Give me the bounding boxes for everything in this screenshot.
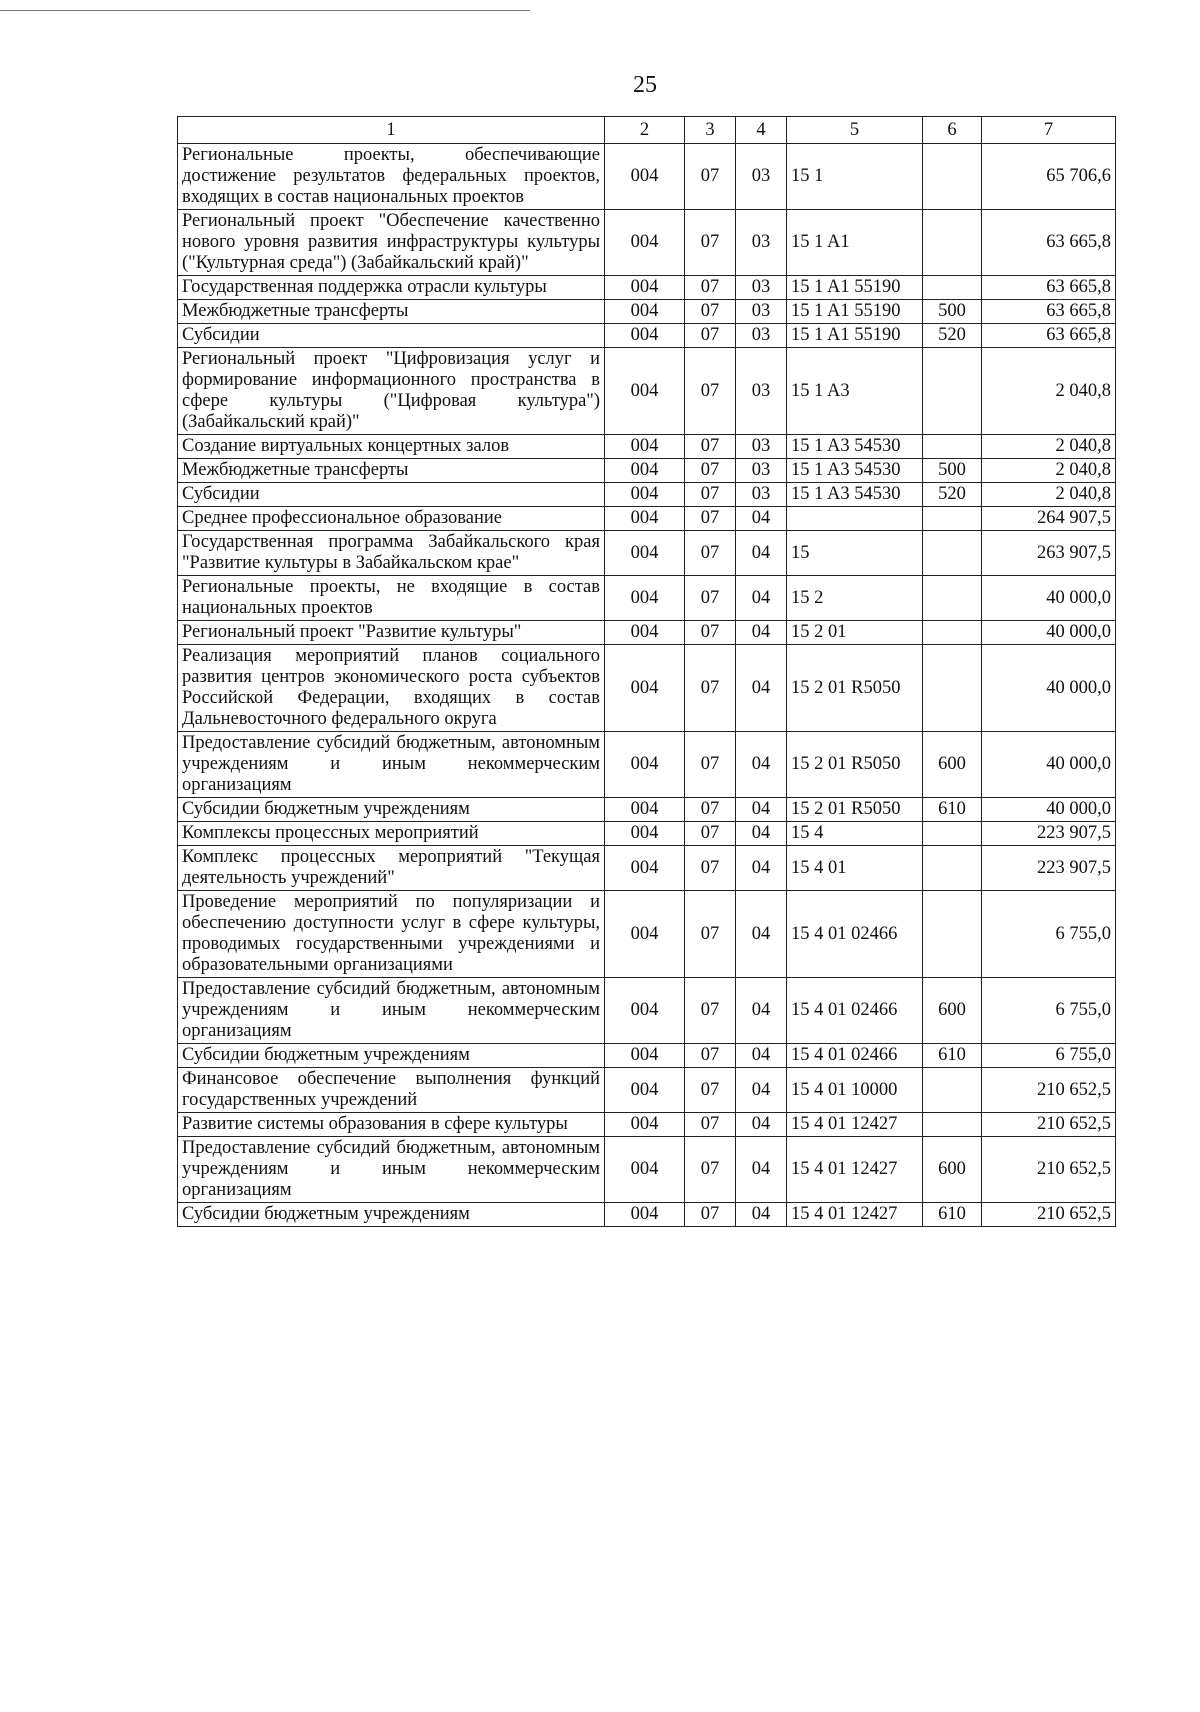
row-section-cell: 07: [685, 1113, 736, 1137]
row-code-cell: 004: [605, 1113, 685, 1137]
row-subsection-cell: 04: [736, 531, 787, 576]
row-target-article-cell: 15 2 01 R5050: [787, 732, 923, 798]
row-code-cell: 004: [605, 435, 685, 459]
column-header: 4: [736, 117, 787, 144]
table-row: [178, 1113, 1116, 1137]
table-row: [178, 846, 1116, 891]
row-code-cell: 004: [605, 144, 685, 210]
row-expense-type-cell: 610: [923, 1203, 982, 1227]
row-code-cell: 004: [605, 1203, 685, 1227]
row-target-article-cell: 15 4 01 12427: [787, 1203, 923, 1227]
row-amount-cell: 2 040,8: [982, 348, 1116, 435]
row-code-cell: 004: [605, 348, 685, 435]
row-code-cell: 004: [605, 1137, 685, 1203]
row-target-article-cell: 15 4 01 10000: [787, 1068, 923, 1113]
row-subsection-cell: 03: [736, 210, 787, 276]
row-expense-type-cell: 600: [923, 978, 982, 1044]
row-subsection-cell: 03: [736, 435, 787, 459]
row-amount-cell: 63 665,8: [982, 324, 1116, 348]
row-name-cell: Среднее профессиональное образование: [178, 507, 605, 531]
row-expense-type-cell: [923, 891, 982, 978]
row-subsection-cell: 04: [736, 621, 787, 645]
row-section-cell: 07: [685, 507, 736, 531]
row-expense-type-cell: 520: [923, 324, 982, 348]
row-subsection-cell: 04: [736, 798, 787, 822]
table-row: [178, 1137, 1116, 1203]
table-row: [178, 324, 1116, 348]
row-expense-type-cell: [923, 621, 982, 645]
row-target-article-cell: 15 1 A3: [787, 348, 923, 435]
row-subsection-cell: 03: [736, 483, 787, 507]
row-amount-cell: 264 907,5: [982, 507, 1116, 531]
row-section-cell: 07: [685, 324, 736, 348]
row-code-cell: 004: [605, 276, 685, 300]
row-amount-cell: 40 000,0: [982, 732, 1116, 798]
row-expense-type-cell: [923, 144, 982, 210]
row-amount-cell: 6 755,0: [982, 891, 1116, 978]
row-subsection-cell: 04: [736, 1137, 787, 1203]
row-name-cell: Региональные проекты, не входящие в состав национальных проектов: [178, 576, 605, 621]
row-expense-type-cell: [923, 1113, 982, 1137]
row-expense-type-cell: 610: [923, 1044, 982, 1068]
row-code-cell: 004: [605, 645, 685, 732]
row-name-cell: Комплекс процессных мероприятий "Текущая деятельность учреждений": [178, 846, 605, 891]
row-expense-type-cell: [923, 276, 982, 300]
row-expense-type-cell: [923, 348, 982, 435]
row-expense-type-cell: [923, 507, 982, 531]
row-amount-cell: 223 907,5: [982, 822, 1116, 846]
table-row: [178, 1044, 1116, 1068]
row-subsection-cell: 04: [736, 1068, 787, 1113]
row-name-cell: Проведение мероприятий по популяризации и обеспечению доступности услуг в сфере культуры, проводимых государственными учреждениями и образовательными организациями: [178, 891, 605, 978]
table-row: [178, 348, 1116, 435]
table-row: [178, 798, 1116, 822]
row-code-cell: 004: [605, 891, 685, 978]
row-target-article-cell: 15 1 A1 55190: [787, 300, 923, 324]
row-amount-cell: 40 000,0: [982, 798, 1116, 822]
row-amount-cell: 210 652,5: [982, 1068, 1116, 1113]
row-name-cell: Финансовое обеспечение выполнения функций государственных учреждений: [178, 1068, 605, 1113]
row-code-cell: 004: [605, 507, 685, 531]
row-section-cell: 07: [685, 1203, 736, 1227]
row-subsection-cell: 04: [736, 846, 787, 891]
row-name-cell: Комплексы процессных мероприятий: [178, 822, 605, 846]
row-section-cell: 07: [685, 846, 736, 891]
row-code-cell: 004: [605, 576, 685, 621]
row-section-cell: 07: [685, 300, 736, 324]
row-subsection-cell: 04: [736, 645, 787, 732]
table-row: [178, 483, 1116, 507]
row-expense-type-cell: [923, 1068, 982, 1113]
row-amount-cell: 210 652,5: [982, 1203, 1116, 1227]
row-code-cell: 004: [605, 459, 685, 483]
row-subsection-cell: 03: [736, 144, 787, 210]
row-section-cell: 07: [685, 1137, 736, 1203]
table-row: [178, 576, 1116, 621]
row-target-article-cell: 15 1 A3 54530: [787, 459, 923, 483]
row-amount-cell: 40 000,0: [982, 645, 1116, 732]
row-target-article-cell: 15 1 A3 54530: [787, 435, 923, 459]
page-number: 25: [633, 72, 657, 98]
row-name-cell: Предоставление субсидий бюджетным, автономным учреждениям и иным некоммерческим организациям: [178, 1137, 605, 1203]
table-row: [178, 1068, 1116, 1113]
row-name-cell: Региональный проект "Цифровизация услуг и формирование информационного пространства в сфере культуры ("Цифровая культура") (Забайкальский край)": [178, 348, 605, 435]
row-amount-cell: 63 665,8: [982, 210, 1116, 276]
row-name-cell: Реализация мероприятий планов социального развития центров экономического роста субъектов Российской Федерации, входящих в состав Дальневосточного федерального округа: [178, 645, 605, 732]
row-subsection-cell: 03: [736, 276, 787, 300]
row-section-cell: 07: [685, 276, 736, 300]
row-amount-cell: 63 665,8: [982, 300, 1116, 324]
row-subsection-cell: 04: [736, 822, 787, 846]
row-expense-type-cell: [923, 435, 982, 459]
table-row: [178, 459, 1116, 483]
table-body: [178, 117, 1116, 1227]
row-subsection-cell: 03: [736, 459, 787, 483]
row-amount-cell: 40 000,0: [982, 576, 1116, 621]
row-name-cell: Межбюджетные трансферты: [178, 300, 605, 324]
row-target-article-cell: [787, 507, 923, 531]
row-section-cell: 07: [685, 576, 736, 621]
row-section-cell: 07: [685, 798, 736, 822]
row-target-article-cell: 15 4 01 12427: [787, 1137, 923, 1203]
row-code-cell: 004: [605, 300, 685, 324]
row-section-cell: 07: [685, 348, 736, 435]
row-name-cell: Межбюджетные трансферты: [178, 459, 605, 483]
row-code-cell: 004: [605, 621, 685, 645]
row-name-cell: Развитие системы образования в сфере культуры: [178, 1113, 605, 1137]
row-amount-cell: 223 907,5: [982, 846, 1116, 891]
row-subsection-cell: 04: [736, 576, 787, 621]
row-subsection-cell: 04: [736, 978, 787, 1044]
row-amount-cell: 2 040,8: [982, 483, 1116, 507]
row-target-article-cell: 15 4 01 02466: [787, 1044, 923, 1068]
row-name-cell: Создание виртуальных концертных залов: [178, 435, 605, 459]
table-row: [178, 822, 1116, 846]
row-target-article-cell: 15 1 A1 55190: [787, 324, 923, 348]
row-expense-type-cell: [923, 822, 982, 846]
row-target-article-cell: 15 1 A1 55190: [787, 276, 923, 300]
row-amount-cell: 40 000,0: [982, 621, 1116, 645]
row-section-cell: 07: [685, 645, 736, 732]
table-row: [178, 210, 1116, 276]
row-code-cell: 004: [605, 483, 685, 507]
row-target-article-cell: 15 1 A1: [787, 210, 923, 276]
row-section-cell: 07: [685, 210, 736, 276]
row-expense-type-cell: 500: [923, 300, 982, 324]
row-section-cell: 07: [685, 483, 736, 507]
row-code-cell: 004: [605, 798, 685, 822]
row-amount-cell: 2 040,8: [982, 459, 1116, 483]
row-target-article-cell: 15 1: [787, 144, 923, 210]
column-header: 3: [685, 117, 736, 144]
row-section-cell: 07: [685, 891, 736, 978]
row-section-cell: 07: [685, 1044, 736, 1068]
table-row: [178, 891, 1116, 978]
row-expense-type-cell: 610: [923, 798, 982, 822]
table-row: [178, 978, 1116, 1044]
top-rule: [0, 10, 530, 11]
row-expense-type-cell: [923, 576, 982, 621]
row-expense-type-cell: 600: [923, 732, 982, 798]
row-name-cell: Субсидии: [178, 324, 605, 348]
column-header: 2: [605, 117, 685, 144]
row-target-article-cell: 15 2 01 R5050: [787, 798, 923, 822]
row-amount-cell: 6 755,0: [982, 1044, 1116, 1068]
table-row: [178, 144, 1116, 210]
row-code-cell: 004: [605, 210, 685, 276]
row-name-cell: Региональный проект "Развитие культуры": [178, 621, 605, 645]
row-target-article-cell: 15: [787, 531, 923, 576]
row-target-article-cell: 15 4 01: [787, 846, 923, 891]
row-subsection-cell: 03: [736, 324, 787, 348]
table-row: [178, 300, 1116, 324]
row-amount-cell: 2 040,8: [982, 435, 1116, 459]
row-code-cell: 004: [605, 1044, 685, 1068]
row-target-article-cell: 15 4 01 02466: [787, 978, 923, 1044]
row-code-cell: 004: [605, 978, 685, 1044]
row-subsection-cell: 04: [736, 1044, 787, 1068]
row-subsection-cell: 04: [736, 891, 787, 978]
row-amount-cell: 63 665,8: [982, 276, 1116, 300]
row-target-article-cell: 15 1 A3 54530: [787, 483, 923, 507]
table-row: [178, 645, 1116, 732]
row-name-cell: Субсидии: [178, 483, 605, 507]
row-amount-cell: 263 907,5: [982, 531, 1116, 576]
column-header: 1: [178, 117, 605, 144]
table-row: [178, 507, 1116, 531]
row-subsection-cell: 04: [736, 1203, 787, 1227]
row-target-article-cell: 15 4 01 02466: [787, 891, 923, 978]
row-target-article-cell: 15 4 01 12427: [787, 1113, 923, 1137]
row-code-cell: 004: [605, 324, 685, 348]
row-subsection-cell: 04: [736, 1113, 787, 1137]
row-name-cell: Региональный проект "Обеспечение качественно нового уровня развития инфраструктуры культуры ("Культурная среда") (Забайкальский край)": [178, 210, 605, 276]
row-target-article-cell: 15 4: [787, 822, 923, 846]
budget-table: [177, 116, 1116, 1227]
table-row: [178, 621, 1116, 645]
row-name-cell: Государственная поддержка отрасли культуры: [178, 276, 605, 300]
row-expense-type-cell: 600: [923, 1137, 982, 1203]
table-row: [178, 435, 1116, 459]
row-target-article-cell: 15 2: [787, 576, 923, 621]
row-expense-type-cell: 500: [923, 459, 982, 483]
row-amount-cell: 210 652,5: [982, 1113, 1116, 1137]
row-expense-type-cell: [923, 645, 982, 732]
table-row: [178, 531, 1116, 576]
row-code-cell: 004: [605, 822, 685, 846]
row-name-cell: Субсидии бюджетным учреждениям: [178, 1044, 605, 1068]
table-row: [178, 1203, 1116, 1227]
row-expense-type-cell: [923, 531, 982, 576]
column-header: 6: [923, 117, 982, 144]
row-name-cell: Субсидии бюджетным учреждениям: [178, 1203, 605, 1227]
table-row: [178, 276, 1116, 300]
table-row: [178, 732, 1116, 798]
row-subsection-cell: 04: [736, 507, 787, 531]
row-name-cell: Предоставление субсидий бюджетным, автономным учреждениям и иным некоммерческим организациям: [178, 978, 605, 1044]
row-amount-cell: 65 706,6: [982, 144, 1116, 210]
row-name-cell: Предоставление субсидий бюджетным, автономным учреждениям и иным некоммерческим организациям: [178, 732, 605, 798]
row-expense-type-cell: [923, 210, 982, 276]
row-section-cell: 07: [685, 435, 736, 459]
row-subsection-cell: 03: [736, 348, 787, 435]
row-subsection-cell: 04: [736, 732, 787, 798]
row-code-cell: 004: [605, 732, 685, 798]
table-header-row: [178, 117, 1116, 144]
column-header: 7: [982, 117, 1116, 144]
row-expense-type-cell: 520: [923, 483, 982, 507]
row-section-cell: 07: [685, 822, 736, 846]
row-section-cell: 07: [685, 531, 736, 576]
row-section-cell: 07: [685, 1068, 736, 1113]
row-code-cell: 004: [605, 531, 685, 576]
row-name-cell: Государственная программа Забайкальского края "Развитие культуры в Забайкальском крае": [178, 531, 605, 576]
row-target-article-cell: 15 2 01: [787, 621, 923, 645]
column-header: 5: [787, 117, 923, 144]
row-name-cell: Региональные проекты, обеспечивающие достижение результатов федеральных проектов, входящих в состав национальных проектов: [178, 144, 605, 210]
row-target-article-cell: 15 2 01 R5050: [787, 645, 923, 732]
row-name-cell: Субсидии бюджетным учреждениям: [178, 798, 605, 822]
row-section-cell: 07: [685, 144, 736, 210]
row-amount-cell: 6 755,0: [982, 978, 1116, 1044]
row-expense-type-cell: [923, 846, 982, 891]
row-section-cell: 07: [685, 621, 736, 645]
row-amount-cell: 210 652,5: [982, 1137, 1116, 1203]
row-section-cell: 07: [685, 459, 736, 483]
row-subsection-cell: 03: [736, 300, 787, 324]
row-section-cell: 07: [685, 978, 736, 1044]
row-code-cell: 004: [605, 846, 685, 891]
row-code-cell: 004: [605, 1068, 685, 1113]
row-section-cell: 07: [685, 732, 736, 798]
